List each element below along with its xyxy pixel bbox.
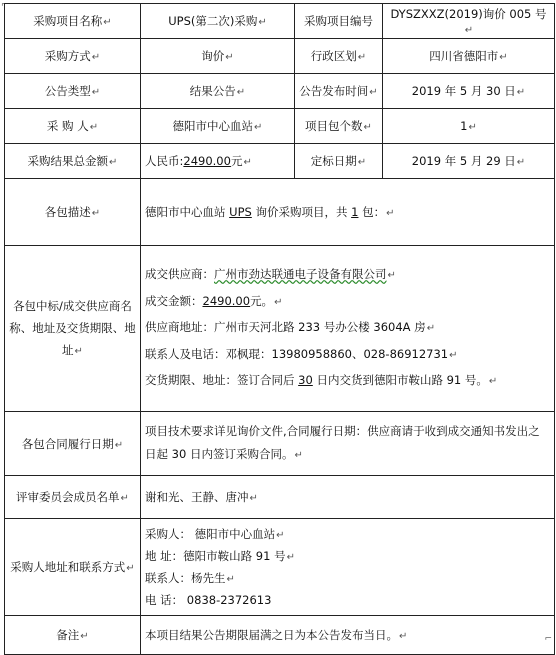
amount-label: 成交金额： — [145, 293, 203, 308]
value-purchaser — [141, 109, 295, 144]
label-text: 定标日期 — [310, 154, 357, 168]
para-mark: ↵ — [91, 208, 101, 219]
value-text: 1 — [460, 119, 468, 133]
para-mark: ↵ — [274, 296, 283, 308]
label-text: 备注 — [56, 628, 80, 642]
para-mark: ↵ — [499, 52, 508, 63]
para-mark: ↵ — [74, 345, 83, 357]
desc-count-underlined: 1 — [351, 205, 359, 219]
para-mark: ↵ — [286, 551, 295, 563]
value-package-count — [383, 109, 555, 144]
value-package-description — [141, 179, 555, 246]
label-text: 各包中标/成交供应商名称、地址及交货期限、地址 — [9, 298, 136, 357]
para-mark: ↵ — [464, 25, 474, 36]
value-text: 四川省德阳市 — [429, 49, 499, 63]
supplier-address: 供应商地址：广州市天河北路 233 号办公楼 3604A 房 — [145, 320, 426, 335]
corner-mark-top-left: ⌐ — [1, 0, 9, 10]
amount-line — [145, 289, 550, 316]
row-procurement-method — [5, 39, 555, 74]
value-text: 德阳市中心血站 — [172, 119, 254, 133]
row-purchaser-contact — [5, 519, 555, 616]
row-project-name — [5, 4, 555, 39]
supplier-contact: 联系人及电话：邓枫琨：13980958860、028-86912731 — [145, 346, 449, 361]
delivery-days: 30 — [298, 373, 313, 388]
delivery-part: 交货期限、地址：签订合同后 — [145, 373, 299, 388]
row-purchaser — [5, 109, 555, 144]
contact-text: 采购人： 德阳市中心血站 — [145, 526, 276, 541]
supplier-line — [145, 262, 550, 289]
contact-text: 联系人：杨先生 — [145, 570, 226, 585]
row-total-amount — [5, 144, 555, 179]
para-mark: ↵ — [80, 631, 89, 642]
para-mark: ↵ — [426, 323, 436, 335]
para-mark: ↵ — [399, 631, 408, 642]
para-mark: ↵ — [516, 157, 526, 168]
committee-members: 谢和光、王静、唐冲 — [145, 490, 249, 504]
value-text: 结果公告 — [189, 84, 236, 98]
value-project-name — [141, 4, 295, 39]
label-project-name — [5, 4, 141, 39]
result-table — [4, 3, 555, 655]
row-committee — [5, 476, 555, 519]
label-text: 采购结果总金额 — [27, 154, 109, 168]
para-mark: ↵ — [91, 52, 101, 63]
amount-value: 2490.00 — [183, 154, 231, 168]
label-total-amount — [5, 144, 141, 179]
delivery-part: 日内交货到德阳市鞍山路 91 号。 — [312, 373, 488, 388]
para-mark: ↵ — [387, 270, 396, 282]
para-mark: ↵ — [276, 529, 285, 541]
label-text: 采购人地址和联系方式 — [10, 560, 126, 574]
contact-line — [145, 342, 550, 369]
para-mark: ↵ — [488, 376, 498, 388]
label-notice-type — [5, 74, 141, 109]
row-remarks — [5, 616, 555, 655]
amount-prefix: 人民币: — [145, 154, 184, 168]
desc-part: 德阳市中心血站 — [145, 205, 230, 219]
label-text: 采 购 人 — [46, 119, 89, 133]
value-text: 2019 年 5 月 30 日 — [411, 84, 516, 98]
label-text: 评审委员会成员名单 — [16, 490, 120, 504]
para-mark: ↵ — [236, 87, 246, 98]
para-mark: ↵ — [114, 439, 124, 451]
label-purchaser — [5, 109, 141, 144]
contact-text: 地 址：德阳市鞍山路 91 号 — [145, 548, 286, 563]
para-mark: ↵ — [468, 122, 477, 133]
label-remarks — [5, 616, 141, 655]
value-project-number — [383, 4, 555, 39]
label-text: 采购项目编号 — [304, 14, 373, 28]
address-line — [145, 315, 550, 342]
remarks-text: 本项目结果公告期限届满之日为本公告发布当日。 — [145, 628, 398, 642]
corner-mark-bottom-right: ⌐ — [544, 634, 552, 644]
contact-phone-line — [145, 590, 550, 611]
para-mark: ↵ — [109, 157, 118, 168]
value-total-amount — [141, 144, 295, 179]
para-mark: ↵ — [363, 122, 372, 133]
value-remarks — [141, 616, 555, 655]
label-award-date — [295, 144, 383, 179]
para-mark: ↵ — [89, 122, 99, 133]
para-mark: ↵ — [357, 52, 367, 63]
para-mark: ↵ — [357, 157, 367, 168]
para-mark: ↵ — [126, 563, 135, 574]
label-procurement-method — [5, 39, 141, 74]
contact-purchaser-line — [145, 524, 550, 546]
label-publish-date — [295, 74, 383, 109]
value-contract-date — [141, 412, 555, 476]
contract-text: 项目技术要求详见询价文件,合同履行日期：供应商请于收到成交通知书发出之日起 30 日内签订采购合同。 — [145, 424, 540, 461]
value-admin-region — [383, 39, 555, 74]
supplier-name: 广州市劲达联通电子设备有限公司 — [214, 267, 387, 282]
label-text: 采购方式 — [44, 49, 91, 63]
label-text: 行政区划 — [310, 49, 357, 63]
label-committee — [5, 476, 141, 519]
value-procurement-method — [141, 39, 295, 74]
label-text: 采购项目名称 — [33, 14, 103, 28]
delivery-line — [145, 368, 550, 395]
value-text: DYSZXXZ(2019)询价 005 号 — [390, 7, 547, 21]
para-mark: ↵ — [225, 52, 234, 63]
label-text: 项目包个数 — [305, 119, 363, 133]
desc-part-underlined: UPS — [229, 205, 252, 219]
para-mark: ↵ — [254, 122, 263, 133]
supplier-label: 成交供应商： — [145, 267, 214, 282]
para-mark: ↵ — [258, 17, 267, 28]
label-text: 各包合同履行日期 — [21, 436, 114, 451]
para-mark: ↵ — [386, 208, 395, 219]
row-winning-supplier — [5, 246, 555, 412]
para-mark: ↵ — [369, 87, 378, 98]
label-admin-region — [295, 39, 383, 74]
value-award-date — [383, 144, 555, 179]
para-mark: ↵ — [516, 87, 526, 98]
row-contract-date — [5, 412, 555, 476]
para-mark: ↵ — [449, 349, 458, 361]
para-mark: ↵ — [249, 493, 258, 504]
amount-value: 2490.00 — [202, 293, 251, 308]
label-winning-supplier — [5, 246, 141, 412]
label-package-count — [295, 109, 383, 144]
value-purchaser-contact — [141, 519, 555, 616]
label-contract-date — [5, 412, 141, 476]
value-text: 2019 年 5 月 29 日 — [411, 154, 516, 168]
contact-address-line — [145, 546, 550, 568]
label-project-number — [295, 4, 383, 39]
value-winning-supplier — [141, 246, 555, 412]
label-package-description — [5, 179, 141, 246]
value-committee — [141, 476, 555, 519]
row-package-description — [5, 179, 555, 246]
para-mark: ↵ — [120, 493, 129, 504]
para-mark: ↵ — [243, 157, 252, 168]
desc-part: 包： — [358, 205, 386, 219]
row-notice-type — [5, 74, 555, 109]
contact-text: 电 话： 0838-2372613 — [145, 592, 272, 607]
para-mark: ↵ — [91, 87, 101, 98]
label-text: 公告发布时间 — [299, 84, 369, 98]
desc-part: 询价采购项目，共 — [251, 205, 352, 219]
para-mark: ↵ — [103, 17, 112, 28]
value-publish-date — [383, 74, 555, 109]
procurement-result-table — [4, 3, 554, 645]
para-mark: ↵ — [226, 573, 235, 585]
label-purchaser-contact — [5, 519, 141, 616]
contact-person-line — [145, 568, 550, 590]
label-text: 各包描述 — [44, 205, 91, 219]
amount-unit: 元 — [230, 154, 243, 168]
value-text: UPS(第二次)采购 — [168, 14, 258, 28]
amount-unit: 元。 — [250, 293, 274, 308]
label-text: 公告类型 — [44, 84, 91, 98]
para-mark: ↵ — [294, 450, 303, 461]
value-text: 询价 — [201, 49, 225, 63]
value-notice-type — [141, 74, 295, 109]
